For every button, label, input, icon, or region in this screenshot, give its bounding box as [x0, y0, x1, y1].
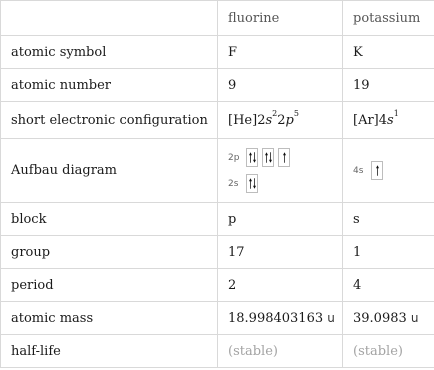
mass-value: 18.998403163	[228, 310, 324, 326]
orbital-box	[246, 148, 258, 167]
electron-count: 5	[293, 109, 299, 119]
fluorine-value: 9	[218, 69, 343, 102]
arrow-down-icon	[253, 151, 256, 164]
fluorine-aufbau-diagram	[218, 139, 343, 203]
table-row-group	[1, 236, 434, 269]
core: [He]	[228, 112, 258, 128]
arrow-down-icon	[253, 177, 256, 190]
row-label: half-life	[1, 335, 218, 368]
aufbau-diagram	[353, 161, 424, 180]
column-header-fluorine: fluorine	[218, 1, 343, 36]
table-row-atomic-symbol	[1, 36, 434, 69]
arrow-up-icon	[249, 151, 252, 164]
fluorine-configuration	[218, 102, 343, 139]
potassium-value: 1	[343, 236, 434, 269]
orbital-box	[278, 148, 290, 167]
table-row-atomic-number	[1, 69, 434, 102]
arrow-up-icon	[376, 164, 379, 177]
subshell: s	[265, 112, 273, 128]
shell: 4	[378, 112, 388, 128]
arrow-up-icon	[249, 177, 252, 190]
potassium-value: s	[343, 203, 434, 236]
electron-count: 2	[272, 109, 278, 119]
table-row-aufbau-diagram	[1, 139, 434, 203]
potassium-configuration	[343, 102, 434, 139]
fluorine-value: (stable)	[218, 335, 343, 368]
orbital-row	[353, 161, 424, 180]
row-label: atomic mass	[1, 302, 218, 335]
row-label: group	[1, 236, 218, 269]
orbital-box	[262, 148, 274, 167]
potassium-value	[343, 302, 434, 335]
potassium-value: 4	[343, 269, 434, 302]
row-label: short electronic configuration	[1, 102, 218, 139]
fluorine-value: 2	[218, 269, 343, 302]
row-label: block	[1, 203, 218, 236]
mass-unit: u	[410, 310, 419, 325]
row-label: atomic number	[1, 69, 218, 102]
orbital-box	[371, 161, 383, 180]
mass-unit: u	[327, 310, 335, 325]
arrow-down-icon	[269, 151, 272, 164]
shell: 2	[257, 112, 266, 128]
orbital-label: 4s	[353, 165, 364, 176]
header-row	[1, 1, 434, 36]
subshell: s	[387, 112, 394, 128]
row-label: Aufbau diagram	[1, 139, 218, 203]
orbital-row	[228, 148, 332, 167]
table-row-block	[1, 203, 434, 236]
shell: 2	[277, 112, 286, 128]
corner-cell	[1, 1, 218, 36]
column-header-potassium: potassium	[343, 1, 434, 36]
core: [Ar]	[353, 112, 379, 128]
table-row-period	[1, 269, 434, 302]
potassium-aufbau-diagram	[343, 139, 434, 203]
fluorine-value: F	[218, 36, 343, 69]
potassium-value: K	[343, 36, 434, 69]
fluorine-value: 17	[218, 236, 343, 269]
orbital-box	[246, 174, 258, 193]
orbital-label: 2p	[228, 152, 240, 163]
potassium-value: 19	[343, 69, 434, 102]
arrow-up-icon	[283, 151, 286, 164]
electron-count: 1	[393, 109, 399, 119]
table-row-electron-configuration	[1, 102, 434, 139]
orbital-row	[228, 174, 332, 193]
potassium-value: (stable)	[343, 335, 434, 368]
aufbau-diagram	[228, 148, 332, 193]
row-label: period	[1, 269, 218, 302]
table-row-half-life	[1, 335, 434, 368]
arrow-up-icon	[265, 151, 268, 164]
orbital-label: 2s	[228, 178, 239, 189]
fluorine-value: p	[218, 203, 343, 236]
row-label: atomic symbol	[1, 36, 218, 69]
table-row-atomic-mass	[1, 302, 434, 335]
mass-value: 39.0983	[353, 310, 407, 326]
subshell: p	[285, 112, 294, 128]
fluorine-value	[218, 302, 343, 335]
